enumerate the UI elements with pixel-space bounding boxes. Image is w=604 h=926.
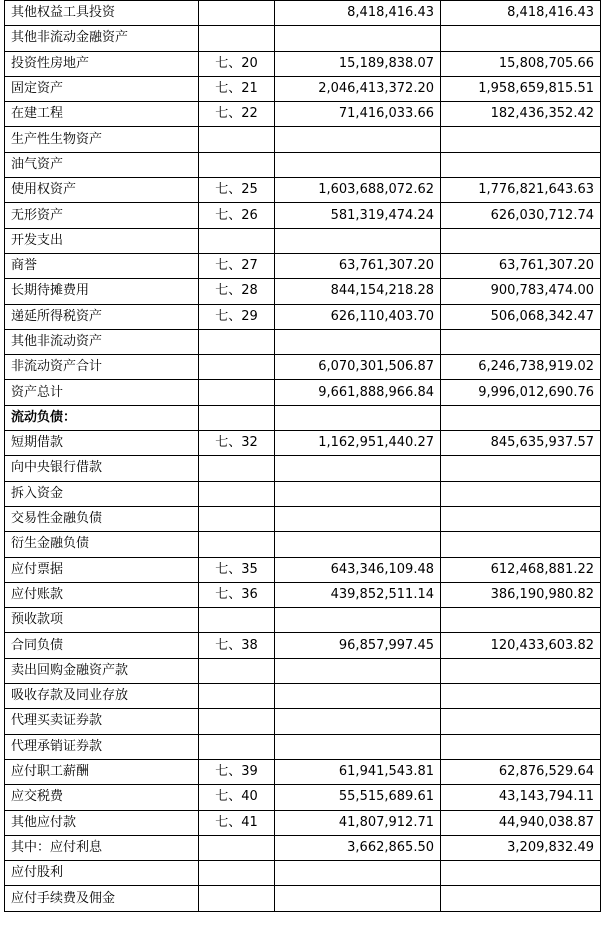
- table-row: [5, 127, 601, 152]
- row-previous-period-value: 845,635,937.57: [441, 431, 601, 456]
- row-current-period-value: 626,110,403.70: [275, 304, 441, 329]
- row-note-ref: [199, 506, 275, 531]
- row-previous-period-value: [441, 709, 601, 734]
- row-current-period-value: [275, 405, 441, 430]
- row-current-period-value: [275, 506, 441, 531]
- row-item-name: 在建工程: [5, 102, 199, 127]
- row-item-name: 使用权资产: [5, 178, 199, 203]
- row-current-period-value: 439,852,511.14: [275, 582, 441, 607]
- row-previous-period-value: [441, 127, 601, 152]
- row-item-name: 流动负债：: [5, 405, 199, 430]
- row-current-period-value: 3,662,865.50: [275, 835, 441, 860]
- row-previous-period-value: [441, 152, 601, 177]
- table-row: [5, 532, 601, 557]
- row-previous-period-value: 63,761,307.20: [441, 253, 601, 278]
- table-row: [5, 608, 601, 633]
- row-current-period-value: 63,761,307.20: [275, 253, 441, 278]
- row-previous-period-value: 44,940,038.87: [441, 810, 601, 835]
- row-previous-period-value: 900,783,474.00: [441, 279, 601, 304]
- row-note-ref: 七、28: [199, 279, 275, 304]
- table-row: [5, 304, 601, 329]
- table-row: [5, 886, 601, 911]
- table-row: [5, 329, 601, 354]
- table-row: [5, 633, 601, 658]
- row-item-name: 其他非流动资产: [5, 329, 199, 354]
- row-item-name: 资产总计: [5, 380, 199, 405]
- row-item-name: 其他权益工具投资: [5, 1, 199, 26]
- row-current-period-value: [275, 329, 441, 354]
- table-row: [5, 709, 601, 734]
- row-note-ref: [199, 355, 275, 380]
- row-previous-period-value: 182,436,352.42: [441, 102, 601, 127]
- row-item-name: 代理买卖证券款: [5, 709, 199, 734]
- row-note-ref: [199, 26, 275, 51]
- row-item-name: 预收款项: [5, 608, 199, 633]
- row-current-period-value: 55,515,689.61: [275, 785, 441, 810]
- row-previous-period-value: 1,958,659,815.51: [441, 76, 601, 101]
- row-note-ref: [199, 481, 275, 506]
- row-note-ref: 七、25: [199, 178, 275, 203]
- table-row: [5, 102, 601, 127]
- table-row: [5, 76, 601, 101]
- row-previous-period-value: [441, 228, 601, 253]
- row-note-ref: 七、39: [199, 759, 275, 784]
- row-current-period-value: [275, 658, 441, 683]
- table-row: [5, 178, 601, 203]
- row-note-ref: [199, 1, 275, 26]
- row-item-name: 卖出回购金融资产款: [5, 658, 199, 683]
- row-current-period-value: [275, 481, 441, 506]
- row-note-ref: 七、36: [199, 582, 275, 607]
- row-item-name: 向中央银行借款: [5, 456, 199, 481]
- row-note-ref: [199, 405, 275, 430]
- row-previous-period-value: 386,190,980.82: [441, 582, 601, 607]
- table-row: [5, 861, 601, 886]
- row-current-period-value: [275, 709, 441, 734]
- row-current-period-value: 643,346,109.48: [275, 557, 441, 582]
- row-item-name: 商誉: [5, 253, 199, 278]
- table-row: [5, 684, 601, 709]
- table-row: [5, 51, 601, 76]
- table-row: [5, 152, 601, 177]
- row-item-name: 合同负债: [5, 633, 199, 658]
- row-note-ref: 七、22: [199, 102, 275, 127]
- row-note-ref: [199, 734, 275, 759]
- table-row: [5, 26, 601, 51]
- row-current-period-value: 9,661,888,966.84: [275, 380, 441, 405]
- table-row: [5, 431, 601, 456]
- row-item-name: 递延所得税资产: [5, 304, 199, 329]
- row-current-period-value: 2,046,413,372.20: [275, 76, 441, 101]
- row-note-ref: [199, 608, 275, 633]
- row-previous-period-value: 120,433,603.82: [441, 633, 601, 658]
- table-row: [5, 557, 601, 582]
- row-previous-period-value: 6,246,738,919.02: [441, 355, 601, 380]
- table-row: [5, 279, 601, 304]
- row-item-name: 无形资产: [5, 203, 199, 228]
- row-current-period-value: [275, 886, 441, 911]
- row-current-period-value: [275, 152, 441, 177]
- row-note-ref: [199, 886, 275, 911]
- row-note-ref: [199, 127, 275, 152]
- row-current-period-value: [275, 228, 441, 253]
- row-item-name: 其中：应付利息: [5, 835, 199, 860]
- row-previous-period-value: [441, 532, 601, 557]
- row-note-ref: 七、21: [199, 76, 275, 101]
- balance-sheet-table: [4, 0, 601, 912]
- row-item-name: 其他应付款: [5, 810, 199, 835]
- table-row: [5, 253, 601, 278]
- row-note-ref: [199, 329, 275, 354]
- row-item-name: 投资性房地产: [5, 51, 199, 76]
- row-current-period-value: [275, 684, 441, 709]
- row-current-period-value: 41,807,912.71: [275, 810, 441, 835]
- row-item-name: 吸收存款及同业存放: [5, 684, 199, 709]
- table-row: [5, 506, 601, 531]
- row-current-period-value: 96,857,997.45: [275, 633, 441, 658]
- table-row: [5, 355, 601, 380]
- row-item-name: 应付手续费及佣金: [5, 886, 199, 911]
- row-current-period-value: 1,162,951,440.27: [275, 431, 441, 456]
- table-row: [5, 456, 601, 481]
- row-item-name: 开发支出: [5, 228, 199, 253]
- row-note-ref: [199, 380, 275, 405]
- row-current-period-value: 844,154,218.28: [275, 279, 441, 304]
- table-row: [5, 810, 601, 835]
- row-previous-period-value: [441, 26, 601, 51]
- row-current-period-value: 15,189,838.07: [275, 51, 441, 76]
- row-note-ref: 七、35: [199, 557, 275, 582]
- table-row: [5, 658, 601, 683]
- row-previous-period-value: [441, 684, 601, 709]
- row-item-name: 应交税费: [5, 785, 199, 810]
- table-row: [5, 1, 601, 26]
- row-item-name: 应付职工薪酬: [5, 759, 199, 784]
- row-item-name: 固定资产: [5, 76, 199, 101]
- row-current-period-value: [275, 456, 441, 481]
- row-previous-period-value: [441, 861, 601, 886]
- row-note-ref: 七、41: [199, 810, 275, 835]
- row-previous-period-value: 43,143,794.11: [441, 785, 601, 810]
- row-note-ref: [199, 861, 275, 886]
- row-note-ref: 七、27: [199, 253, 275, 278]
- row-current-period-value: [275, 532, 441, 557]
- row-previous-period-value: 626,030,712.74: [441, 203, 601, 228]
- row-item-name: 长期待摊费用: [5, 279, 199, 304]
- table-row: [5, 380, 601, 405]
- row-item-name: 代理承销证券款: [5, 734, 199, 759]
- row-current-period-value: [275, 734, 441, 759]
- row-previous-period-value: 1,776,821,643.63: [441, 178, 601, 203]
- row-note-ref: 七、32: [199, 431, 275, 456]
- row-previous-period-value: [441, 506, 601, 531]
- row-previous-period-value: [441, 886, 601, 911]
- row-note-ref: [199, 709, 275, 734]
- table-row: [5, 582, 601, 607]
- row-previous-period-value: 8,418,416.43: [441, 1, 601, 26]
- row-previous-period-value: [441, 405, 601, 430]
- row-previous-period-value: 62,876,529.64: [441, 759, 601, 784]
- row-current-period-value: [275, 127, 441, 152]
- row-item-name: 其他非流动金融资产: [5, 26, 199, 51]
- row-previous-period-value: 3,209,832.49: [441, 835, 601, 860]
- table-row: [5, 481, 601, 506]
- row-current-period-value: 71,416,033.66: [275, 102, 441, 127]
- table-row: [5, 405, 601, 430]
- row-item-name: 非流动资产合计: [5, 355, 199, 380]
- row-previous-period-value: [441, 456, 601, 481]
- row-note-ref: 七、29: [199, 304, 275, 329]
- row-note-ref: [199, 658, 275, 683]
- row-previous-period-value: 9,996,012,690.76: [441, 380, 601, 405]
- row-item-name: 应付股利: [5, 861, 199, 886]
- row-note-ref: 七、38: [199, 633, 275, 658]
- table-row: [5, 759, 601, 784]
- row-previous-period-value: [441, 734, 601, 759]
- row-current-period-value: 61,941,543.81: [275, 759, 441, 784]
- row-current-period-value: [275, 861, 441, 886]
- row-note-ref: [199, 228, 275, 253]
- row-previous-period-value: 612,468,881.22: [441, 557, 601, 582]
- row-note-ref: [199, 456, 275, 481]
- row-note-ref: 七、40: [199, 785, 275, 810]
- row-note-ref: [199, 532, 275, 557]
- row-note-ref: [199, 684, 275, 709]
- row-previous-period-value: 506,068,342.47: [441, 304, 601, 329]
- table-row: [5, 785, 601, 810]
- row-current-period-value: 8,418,416.43: [275, 1, 441, 26]
- row-item-name: 交易性金融负债: [5, 506, 199, 531]
- row-note-ref: [199, 152, 275, 177]
- row-current-period-value: [275, 608, 441, 633]
- row-current-period-value: 1,603,688,072.62: [275, 178, 441, 203]
- row-item-name: 生产性生物资产: [5, 127, 199, 152]
- row-note-ref: 七、20: [199, 51, 275, 76]
- row-current-period-value: 581,319,474.24: [275, 203, 441, 228]
- row-previous-period-value: [441, 608, 601, 633]
- table-row: [5, 734, 601, 759]
- table-row: [5, 835, 601, 860]
- row-previous-period-value: [441, 481, 601, 506]
- balance-sheet-body: [5, 1, 601, 912]
- row-item-name: 应付账款: [5, 582, 199, 607]
- row-previous-period-value: [441, 329, 601, 354]
- row-item-name: 衍生金融负债: [5, 532, 199, 557]
- table-row: [5, 228, 601, 253]
- row-item-name: 应付票据: [5, 557, 199, 582]
- row-item-name: 油气资产: [5, 152, 199, 177]
- row-previous-period-value: [441, 658, 601, 683]
- row-item-name: 拆入资金: [5, 481, 199, 506]
- table-row: [5, 203, 601, 228]
- row-note-ref: 七、26: [199, 203, 275, 228]
- row-note-ref: [199, 835, 275, 860]
- row-current-period-value: [275, 26, 441, 51]
- row-item-name: 短期借款: [5, 431, 199, 456]
- row-previous-period-value: 15,808,705.66: [441, 51, 601, 76]
- row-current-period-value: 6,070,301,506.87: [275, 355, 441, 380]
